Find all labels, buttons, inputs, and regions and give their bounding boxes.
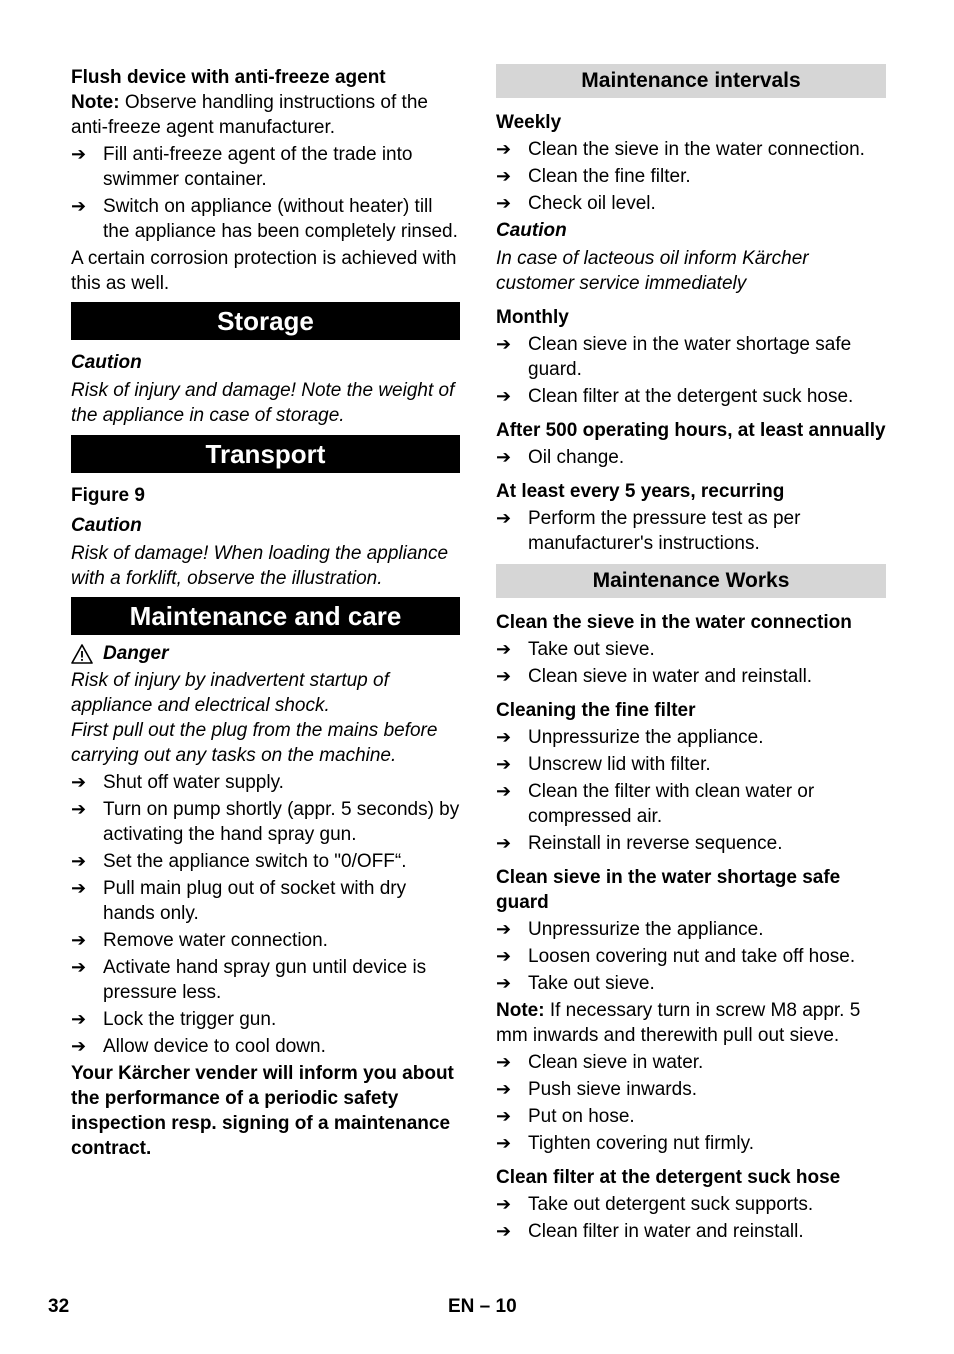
arrow-right-icon: ➔ bbox=[496, 666, 512, 686]
arrow-right-icon: ➔ bbox=[71, 772, 87, 792]
arrow-right-icon: ➔ bbox=[496, 1079, 512, 1099]
arrow-right-icon: ➔ bbox=[496, 1106, 512, 1126]
arrow-right-icon: ➔ bbox=[71, 930, 87, 950]
arrow-right-icon: ➔ bbox=[496, 508, 512, 528]
arrow-right-icon: ➔ bbox=[496, 833, 512, 853]
transport-caution-label: Caution bbox=[71, 515, 142, 536]
page-number: 32 bbox=[48, 1296, 70, 1317]
arrow-right-icon: ➔ bbox=[496, 1194, 512, 1214]
arrow-right-icon: ➔ bbox=[496, 781, 512, 801]
storage-caution-label: Caution bbox=[71, 352, 142, 373]
list-item: ➔ Unpressurize the appliance. bbox=[496, 919, 764, 940]
list-item: ➔ Lock the trigger gun. bbox=[71, 1009, 277, 1030]
filter-heading: Cleaning the fine filter bbox=[496, 700, 696, 721]
caution-text: In case of lacteous oil inform Kärcher customer service immediately bbox=[496, 248, 809, 294]
list-item: ➔ Pull main plug out of socket with dry hands only. bbox=[71, 878, 407, 924]
sieve-heading: Clean the sieve in the water connection bbox=[496, 612, 852, 633]
page-label: EN – 10 bbox=[448, 1296, 517, 1317]
list-item: ➔ Perform the pressure test as per manufacturer's instructions. bbox=[496, 508, 801, 554]
storage-caution-text: Risk of injury and damage! Note the weight of the appliance in case of storage. bbox=[71, 380, 455, 426]
danger-text: First pull out the plug from the mains before carrying out any tasks on the machine. bbox=[71, 720, 438, 766]
list-item: ➔ Remove water connection. bbox=[71, 930, 328, 951]
list-item: ➔ Fill anti-freeze agent of the trade into swimmer container. bbox=[71, 144, 413, 190]
arrow-right-icon: ➔ bbox=[496, 139, 512, 159]
caution-label: Caution bbox=[496, 220, 567, 241]
arrow-right-icon: ➔ bbox=[496, 193, 512, 213]
danger-heading bbox=[71, 643, 460, 665]
list-item: ➔ Set the appliance switch to "0/OFF“. bbox=[71, 851, 407, 872]
arrow-right-icon: ➔ bbox=[496, 1133, 512, 1153]
arrow-right-icon: ➔ bbox=[496, 1221, 512, 1241]
corrosion-text: A certain corrosion protection is achieved with this as well. bbox=[71, 248, 457, 294]
arrow-right-icon: ➔ bbox=[496, 639, 512, 659]
list-item: ➔ Clean sieve in water and reinstall. bbox=[496, 666, 813, 687]
list-item: ➔ Push sieve inwards. bbox=[496, 1079, 697, 1100]
monthly-heading: Monthly bbox=[496, 307, 569, 328]
list-item: ➔ Activate hand spray gun until device is pressure less. bbox=[71, 957, 427, 1003]
figure-label: Figure 9 bbox=[71, 485, 145, 506]
list-item: ➔ Clean sieve in the water shortage safe guard. bbox=[496, 334, 852, 380]
arrow-right-icon: ➔ bbox=[496, 919, 512, 939]
works-section-title: Maintenance Works bbox=[496, 564, 886, 598]
arrow-right-icon: ➔ bbox=[496, 946, 512, 966]
note-label: Note: bbox=[496, 1000, 545, 1021]
list-item: ➔ Take out detergent suck supports. bbox=[496, 1194, 814, 1215]
hours-heading: After 500 operating hours, at least annually bbox=[496, 420, 886, 441]
transport-section-title: Transport bbox=[71, 435, 460, 473]
arrow-right-icon: ➔ bbox=[71, 878, 87, 898]
flush-note bbox=[71, 90, 460, 140]
arrow-right-icon: ➔ bbox=[496, 973, 512, 993]
list-item: ➔ Take out sieve. bbox=[496, 973, 655, 994]
years-heading: At least every 5 years, recurring bbox=[496, 481, 785, 502]
note-text: If necessary turn in screw M8 appr. 5 mm inwards and therewith pull out sieve. bbox=[496, 1000, 861, 1046]
list-item: ➔ Clean the filter with clean water or compressed air. bbox=[496, 781, 815, 827]
list-item: ➔ Clean filter at the detergent suck hose. bbox=[496, 386, 854, 407]
arrow-right-icon: ➔ bbox=[496, 334, 512, 354]
list-item: ➔ Clean the sieve in the water connection. bbox=[496, 139, 865, 160]
list-item: ➔ Clean filter in water and reinstall. bbox=[496, 1221, 804, 1242]
note-text: Observe handling instructions of the anti-freeze agent manufacturer. bbox=[71, 92, 428, 138]
list-item: ➔ Clean sieve in water. bbox=[496, 1052, 704, 1073]
arrow-right-icon: ➔ bbox=[71, 957, 87, 977]
list-item: ➔ Turn on pump shortly (appr. 5 seconds) by activating the hand spray gun. bbox=[71, 799, 460, 845]
list-item: ➔ Shut off water supply. bbox=[71, 772, 284, 793]
list-item: ➔ Oil change. bbox=[496, 447, 625, 468]
warning-triangle-icon bbox=[71, 644, 93, 664]
arrow-right-icon: ➔ bbox=[71, 799, 87, 819]
danger-label: Danger bbox=[103, 643, 169, 664]
arrow-right-icon: ➔ bbox=[496, 447, 512, 467]
transport-caution-text: Risk of damage! When loading the appliance with a forklift, observe the illustration. bbox=[71, 543, 449, 589]
intervals-section-title: Maintenance intervals bbox=[496, 64, 886, 98]
storage-section-title: Storage bbox=[71, 302, 460, 340]
arrow-right-icon: ➔ bbox=[496, 754, 512, 774]
weekly-heading: Weekly bbox=[496, 112, 562, 133]
arrow-right-icon: ➔ bbox=[496, 727, 512, 747]
list-item: ➔ Unpressurize the appliance. bbox=[496, 727, 764, 748]
arrow-right-icon: ➔ bbox=[496, 1052, 512, 1072]
list-item: ➔ Allow device to cool down. bbox=[71, 1036, 326, 1057]
vendor-notice: Your Kärcher vender will inform you about the performance of a periodic safety inspection resp. signing of a maintenance contract. bbox=[71, 1063, 454, 1159]
list-item: ➔ Unscrew lid with filter. bbox=[496, 754, 711, 775]
arrow-right-icon: ➔ bbox=[71, 1009, 87, 1029]
arrow-right-icon: ➔ bbox=[71, 851, 87, 871]
right-column bbox=[496, 64, 886, 1244]
danger-text: Risk of injury by inadvertent startup of appliance and electrical shock. bbox=[71, 670, 389, 716]
left-column bbox=[71, 64, 460, 1161]
list-item: ➔ Take out sieve. bbox=[496, 639, 655, 660]
shortage-heading: Clean sieve in the water shortage safe guard bbox=[496, 867, 841, 913]
list-item: ➔ Clean the fine filter. bbox=[496, 166, 691, 187]
maintenance-section-title: Maintenance and care bbox=[71, 597, 460, 635]
detergent-heading: Clean filter at the detergent suck hose bbox=[496, 1167, 841, 1188]
arrow-right-icon: ➔ bbox=[71, 144, 87, 164]
note-label: Note: bbox=[71, 92, 120, 113]
arrow-right-icon: ➔ bbox=[71, 1036, 87, 1056]
arrow-right-icon: ➔ bbox=[496, 166, 512, 186]
list-item: ➔ Check oil level. bbox=[496, 193, 656, 214]
arrow-right-icon: ➔ bbox=[496, 386, 512, 406]
arrow-right-icon: ➔ bbox=[71, 196, 87, 216]
list-item: ➔ Reinstall in reverse sequence. bbox=[496, 833, 783, 854]
flush-heading: Flush device with anti-freeze agent bbox=[71, 67, 386, 88]
list-item: ➔ Tighten covering nut firmly. bbox=[496, 1133, 754, 1154]
list-item: ➔ Switch on appliance (without heater) till the appliance has been completely rinsed. bbox=[71, 196, 458, 242]
list-item: ➔ Put on hose. bbox=[496, 1106, 635, 1127]
list-item: ➔ Loosen covering nut and take off hose. bbox=[496, 946, 856, 967]
shortage-note bbox=[496, 998, 886, 1048]
